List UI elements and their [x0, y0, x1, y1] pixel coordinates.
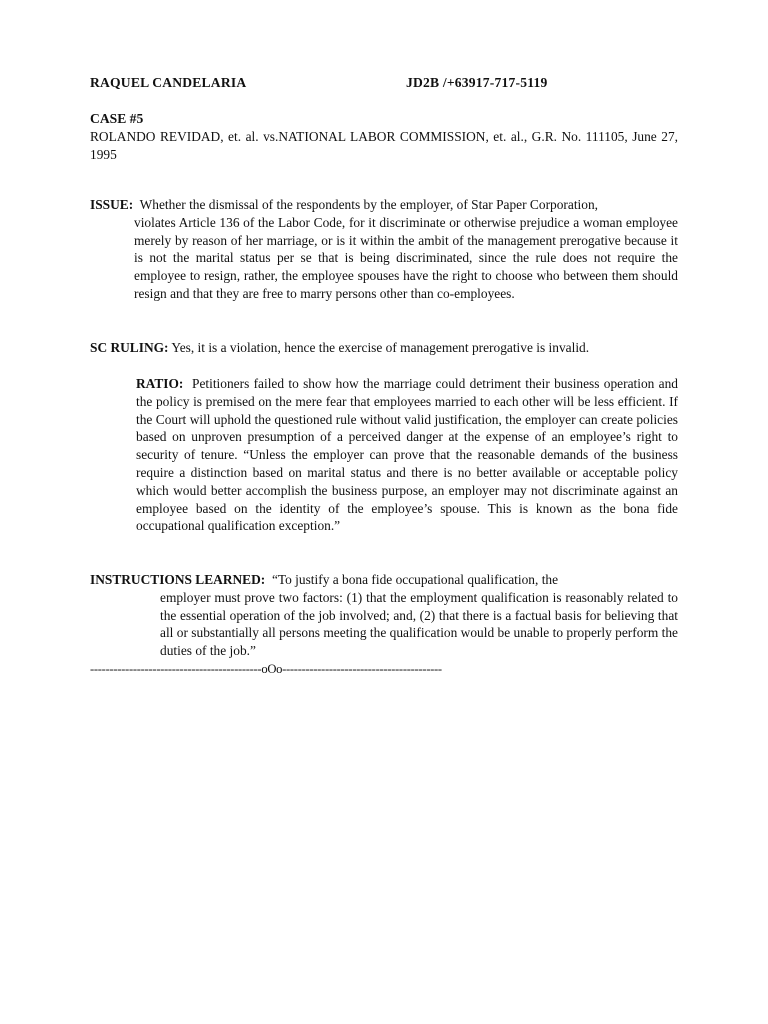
instructions-label: INSTRUCTIONS LEARNED:	[90, 572, 266, 587]
section-divider: --------------------------------------------oOo-----------------------------------------	[90, 662, 442, 676]
ratio-text: Petitioners failed to show how the marriage could detriment their business operation and the policy is premised on the mere fear that employees married to each other will be less efficient. If the Court will uphold the questioned rule without valid justification, the employer can create policies based on unproven presumption of a perceived danger at the expense of an employee’s right to security of tenure. “Unless the employer can prove that the reasonable demands of the business require a distinction based on marital status and there is no better available or acceptable policy which would better accomplish the business purpose, an employer may not discriminate against an employee based on the identity of the employee’s spouse. This is known as the bona fide occupational qualification exception.”	[136, 376, 678, 534]
issue-body: violates Article 136 of the Labor Code, for it discriminate or otherwise prejudice a woman employee merely by reason of her marriage, or is it within the ambit of the management prerogative because it is not the marital status per se that is being discriminated, since the rule does not require the employee to resign, rather, the employee spouses have the right to choose who between them should resign and that they are free to marry persons other than co-employees.	[134, 214, 678, 301]
ruling-text: Yes, it is a violation, hence the exercise of management prerogative is invalid.	[171, 340, 590, 355]
ruling-label: SC RULING:	[90, 340, 169, 355]
case-title: ROLANDO REVIDAD, et. al. vs.NATIONAL LABOR COMMISSION, et. al., G.R. No. 111105, June 27, 1995	[90, 129, 678, 162]
instructions-lead-line	[90, 571, 678, 589]
author-contact: JD2B /+63917-717-5119	[406, 75, 548, 90]
instructions-lead-text: “To justify a bona fide occupational qualification, the	[271, 572, 559, 587]
ratio-section	[136, 375, 678, 535]
issue-lead-text: Whether the dismissal of the respondents by the employer, of Star Paper Corporation,	[139, 197, 598, 212]
case-number: CASE #5	[90, 111, 144, 126]
ratio-paragraph	[136, 375, 678, 535]
issue-section	[90, 196, 678, 303]
author-name: RAQUEL CANDELARIA	[90, 75, 247, 90]
ruling-line	[90, 339, 678, 357]
ruling-section	[90, 339, 678, 357]
ratio-label: RATIO:	[136, 376, 184, 391]
issue-lead-line	[90, 196, 678, 214]
issue-label: ISSUE:	[90, 197, 134, 212]
instructions-body: employer must prove two factors: (1) that the employment qualification is reasonably related to the essential operation of the job involved; and, (2) that there is a factual basis for believing that all or substantially all persons meeting the qualification would be unable to properly perform the duties of the job.”	[160, 589, 678, 659]
instructions-section	[90, 571, 678, 660]
